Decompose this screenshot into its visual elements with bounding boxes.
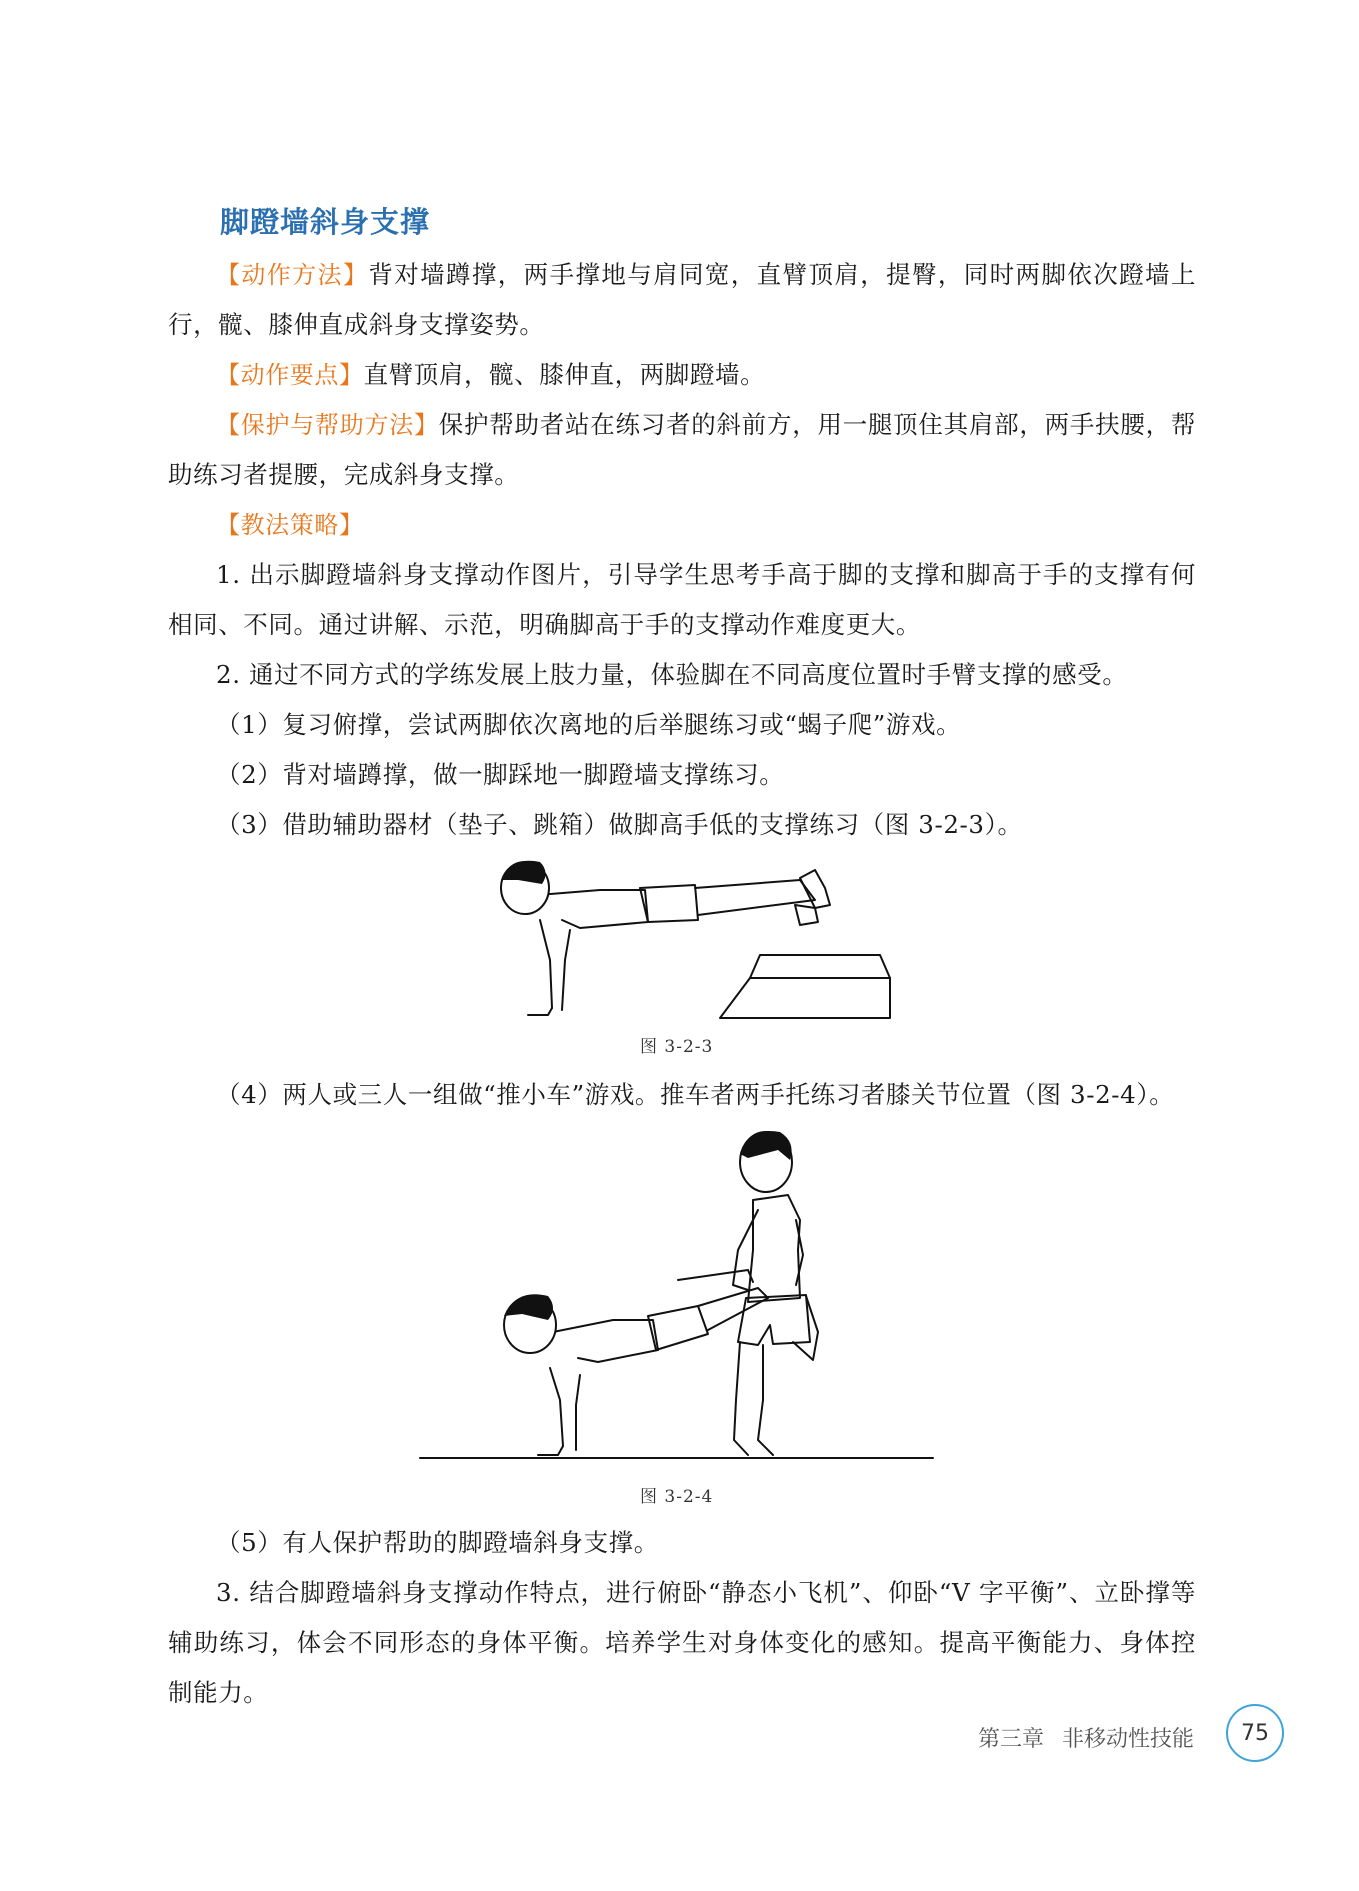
- protection-text: 保护帮助者站在练习者的斜前方，用一腿顶住其肩部，两手扶腰，帮助练习者提腰，完成斜身支撑。: [168, 410, 1196, 489]
- protection-paragraph: [168, 400, 1196, 500]
- strategy-point-1: 1. 出示脚蹬墙斜身支撑动作图片，引导学生思考手高于脚的支撑和脚高于手的支撑有何相同、不同。通过讲解、示范，明确脚高于手的支撑动作难度更大。: [168, 560, 1196, 639]
- page-number-badge: [1226, 1704, 1284, 1762]
- strategy-point-2: 2. 通过不同方式的学练发展上肢力量，体验脚在不同高度位置时手臂支撑的感受。: [216, 660, 1128, 689]
- figure-feet-on-box-illustration: [470, 850, 910, 1030]
- section-title: 脚蹬墙斜身支撑: [220, 205, 431, 239]
- strategy-sub-5: （5）有人保护帮助的脚蹬墙斜身支撑。: [216, 1528, 659, 1557]
- method-label: 【动作方法】: [216, 261, 369, 289]
- strategy-sub-3: （3）借助辅助器材（垫子、跳箱）做脚高手低的支撑练习（图 3-2-3）。: [216, 810, 1023, 839]
- footer-chapter-title: 非移动性技能: [1062, 1727, 1195, 1752]
- footer-chapter: [978, 1722, 1194, 1753]
- figure-caption-3-2-4: 图 3-2-4: [640, 1487, 714, 1507]
- strategy-point-3: 3. 结合脚蹬墙斜身支撑动作特点，进行俯卧“静态小飞机”、仰卧“V 字平衡”、立卧撑等辅助练习，体会不同形态的身体平衡。培养学生对身体变化的感知。提高平衡能力、身体控制能力。: [168, 1578, 1196, 1707]
- strategy-label: 【教法策略】: [216, 511, 364, 539]
- strategy-sub-1: （1）复习俯撑，尝试两脚依次离地的后举腿练习或“蝎子爬”游戏。: [216, 710, 962, 739]
- page-number: 75: [1241, 1720, 1269, 1746]
- keypoints-paragraph: [168, 350, 1196, 400]
- figure-caption-3-2-3: 图 3-2-3: [640, 1037, 714, 1057]
- keypoints-text: 直臂顶肩，髋、膝伸直，两脚蹬墙。: [363, 360, 766, 389]
- protection-label: 【保护与帮助方法】: [216, 411, 439, 439]
- strategy-sub-2: （2）背对墙蹲撑，做一脚踩地一脚蹬墙支撑练习。: [216, 760, 785, 789]
- method-paragraph: [168, 250, 1196, 350]
- strategy-sub-4: （4）两人或三人一组做“推小车”游戏。推车者两手托练习者膝关节位置（图 3-2-4）。: [216, 1080, 1175, 1109]
- strategy-heading: [168, 500, 1196, 550]
- method-text: 背对墙蹲撑，两手撑地与肩同宽，直臂顶肩，提臀，同时两脚依次蹬墙上行，髋、膝伸直成斜身支撑姿势。: [168, 260, 1196, 339]
- keypoints-label: 【动作要点】: [216, 361, 364, 389]
- footer-chapter-number: 第三章: [978, 1727, 1045, 1752]
- figure-wheelbarrow-illustration: [418, 1120, 938, 1470]
